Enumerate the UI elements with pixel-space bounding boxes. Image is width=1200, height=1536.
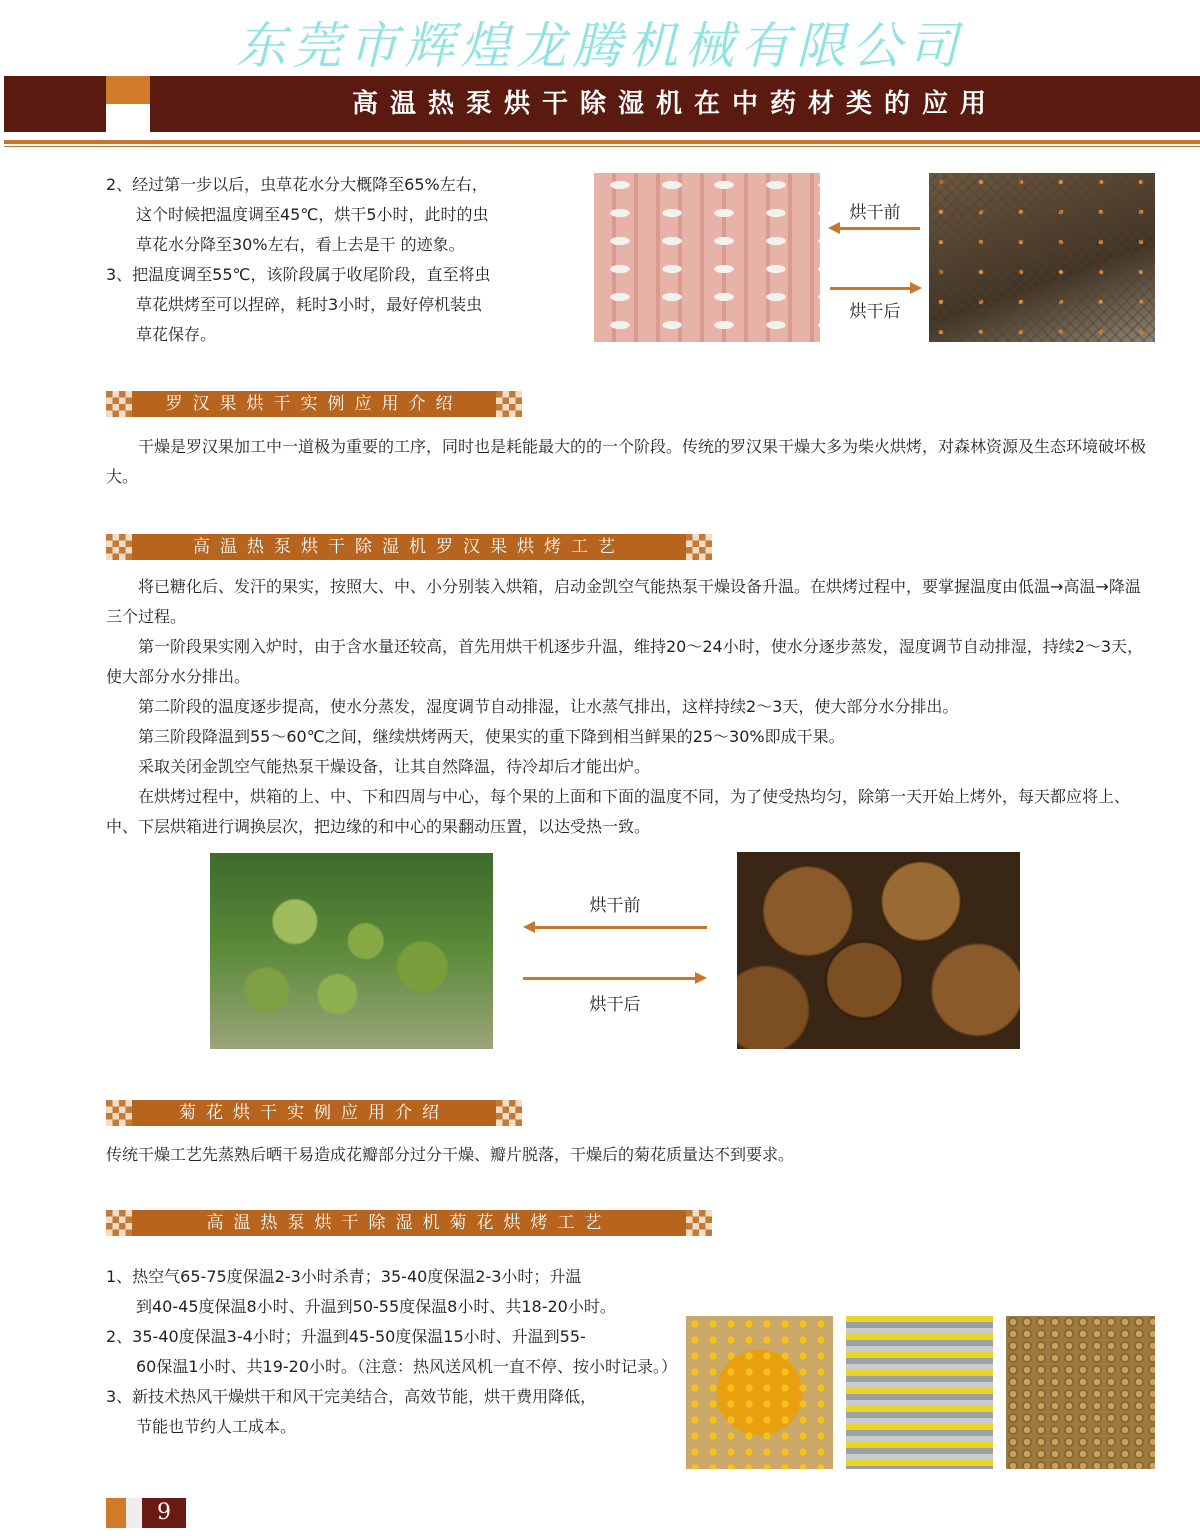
checker-pattern bbox=[686, 534, 712, 560]
divider-thin bbox=[4, 146, 1200, 147]
page-title: 高温热泵烘干除湿机在中药材类的应用 bbox=[351, 89, 998, 119]
banner-accent-orange bbox=[106, 76, 150, 104]
luohanguo-process-text bbox=[106, 572, 1156, 842]
cordyceps-steps bbox=[106, 170, 586, 350]
after-label: 烘干后 bbox=[849, 302, 901, 322]
list-item: 2、经过第一步以后，虫草花水分大概降至65%左右， 这个时候把温度调至45℃，烘干5小时，此时的虫 草花水分降至30%左右，看上去是干 的迹象。 bbox=[106, 175, 489, 254]
paragraph: 在烘烤过程中，烘箱的上、中、下和四周与中心，每个果的上面和下面的温度不同，为了使受热均匀，除第一天开始上烤外，每天都应将上、中、下层烘箱进行调换层次，把边缘的和中心的果翻动压置，以达受热一致。 bbox=[106, 787, 1131, 836]
checker-pattern bbox=[496, 391, 522, 417]
arrow-right-icon bbox=[830, 287, 910, 290]
arrow-right-icon bbox=[523, 977, 695, 980]
section-heading: 高温热泵烘干除湿机菊花烘烤工艺 bbox=[206, 1213, 612, 1233]
chrysanthemum-steps bbox=[106, 1262, 706, 1442]
paragraph: 第三阶段降温到55～60℃之间，继续烘烤两天，使果实的重下降到相当鲜果的25～30%即成干果。 bbox=[138, 727, 845, 746]
chrysanthemum-basket-photo bbox=[686, 1316, 833, 1469]
after-label: 烘干后 bbox=[589, 995, 641, 1015]
arrow-left-icon bbox=[535, 926, 707, 929]
luohanguo-after-photo bbox=[737, 852, 1020, 1049]
arrow-left-icon bbox=[840, 227, 920, 230]
section-bar-luohanguo-process bbox=[106, 534, 712, 560]
banner-accent-white bbox=[106, 104, 150, 132]
company-name: 东莞市辉煌龙腾机械有限公司 bbox=[236, 17, 964, 75]
chrysanthemum-dried-photo bbox=[1006, 1316, 1155, 1469]
list-item: 3、把温度调至55℃，该阶段属于收尾阶段，直至将虫 草花烘烤至可以捏碎，耗时3小时，最好停机装虫 草花保存。 bbox=[106, 265, 491, 344]
checker-pattern bbox=[106, 1100, 132, 1126]
list-item: 2、35-40度保温3-4小时；升温到45-50度保温15小时、升温到55- 60保温1小时、共19-20小时。（注意：热风送风机一直不停、按小时记录。） bbox=[106, 1327, 678, 1376]
paragraph: 将已糖化后、发汗的果实，按照大、中、小分别装入烘箱，启动金凯空气能热泵干燥设备升温。在烘烤过程中，要掌握温度由低温→高温→降温三个过程。 bbox=[106, 577, 1141, 626]
paragraph: 采取关闭金凯空气能热泵干燥设备，让其自然降温，待冷却后才能出炉。 bbox=[138, 757, 651, 776]
chrysanthemum-intro-text: 传统干燥工艺先蒸熟后晒干易造成花瓣部分过分干燥、瓣片脱落，干燥后的菊花质量达不到要求。 bbox=[106, 1145, 795, 1164]
list-item: 1、热空气65-75度保温2-3小时杀青；35-40度保温2-3小时；升温 到40-45度保温8小时、升温到50-55度保温8小时、共18-20小时。 bbox=[106, 1267, 616, 1316]
section-heading: 高温热泵烘干除湿机罗汉果烘烤工艺 bbox=[193, 537, 625, 557]
list-item: 3、新技术热风干燥烘干和风干完美结合，高效节能，烘干费用降低， 节能也节约人工成本。 bbox=[106, 1387, 597, 1436]
divider bbox=[4, 140, 1200, 144]
cordyceps-after-photo bbox=[929, 173, 1155, 342]
footer-accent-orange bbox=[106, 1498, 126, 1528]
checker-pattern bbox=[106, 391, 132, 417]
luohanguo-before-photo bbox=[210, 853, 493, 1049]
checker-pattern bbox=[106, 1210, 132, 1236]
section-heading: 菊花烘干实例应用介绍 bbox=[179, 1103, 449, 1123]
page-number: 9 bbox=[142, 1498, 186, 1528]
checker-pattern bbox=[106, 534, 132, 560]
checker-pattern bbox=[496, 1100, 522, 1126]
checker-pattern bbox=[686, 1210, 712, 1236]
footer-accent-white bbox=[126, 1498, 142, 1528]
section-bar-chrysanthemum-process bbox=[106, 1210, 712, 1236]
before-label: 烘干前 bbox=[589, 896, 641, 916]
before-label: 烘干前 bbox=[849, 203, 901, 223]
paragraph: 第一阶段果实刚入炉时，由于含水量还较高，首先用烘干机逐步升温，维持20～24小时，使水分逐步蒸发，湿度调节自动排湿，持续2～3天，使大部分水分排出。 bbox=[106, 637, 1144, 686]
section-bar-luohanguo-intro bbox=[106, 391, 522, 417]
section-heading: 罗汉果烘干实例应用介绍 bbox=[165, 394, 463, 414]
cordyceps-before-photo bbox=[594, 173, 820, 342]
luohanguo-intro-text: 干燥是罗汉果加工中一道极为重要的工序，同时也是耗能最大的的一个阶段。传统的罗汉果干燥大多为柴火烘烤，对森林资源及生态环境破坏极大。 bbox=[106, 437, 1147, 486]
chrysanthemum-rack-photo bbox=[846, 1316, 993, 1469]
section-bar-chrysanthemum-intro bbox=[106, 1100, 522, 1126]
paragraph: 第二阶段的温度逐步提高，使水分蒸发，湿度调节自动排湿，让水蒸气排出，这样持续2～3天，使大部分水分排出。 bbox=[138, 697, 959, 716]
